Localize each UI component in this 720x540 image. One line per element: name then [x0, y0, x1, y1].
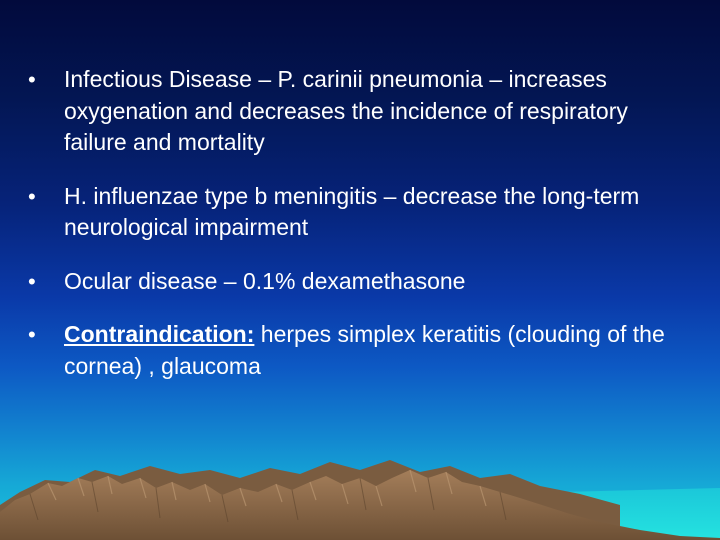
- contraindication-label: Contraindication:: [64, 321, 255, 347]
- bullet-text: Ocular disease – 0.1% dexamethasone: [64, 267, 466, 294]
- bullet-item-meningitis: [28, 181, 678, 244]
- bullet-text: Infectious Disease – P. carinii pneumonia – increases oxygenation and decreases the incidence of respiratory failure and mortality: [64, 66, 628, 155]
- bullet-text: H. influenzae type b meningitis – decrease the long-term neurological impairment: [64, 182, 640, 240]
- bullet-marker: •: [28, 322, 36, 347]
- bullet-item-ocular-disease: [28, 266, 678, 298]
- bullet-marker: •: [28, 67, 36, 92]
- bullet-item-contraindication: [28, 319, 678, 382]
- bullet-text: herpes simplex keratitis (clouding of the cornea) , glaucoma: [64, 321, 665, 379]
- bullet-item-infectious-disease: [28, 64, 678, 159]
- bullet-list: [28, 64, 678, 404]
- bullet-marker: •: [28, 183, 36, 209]
- bullet-marker: •: [28, 268, 36, 294]
